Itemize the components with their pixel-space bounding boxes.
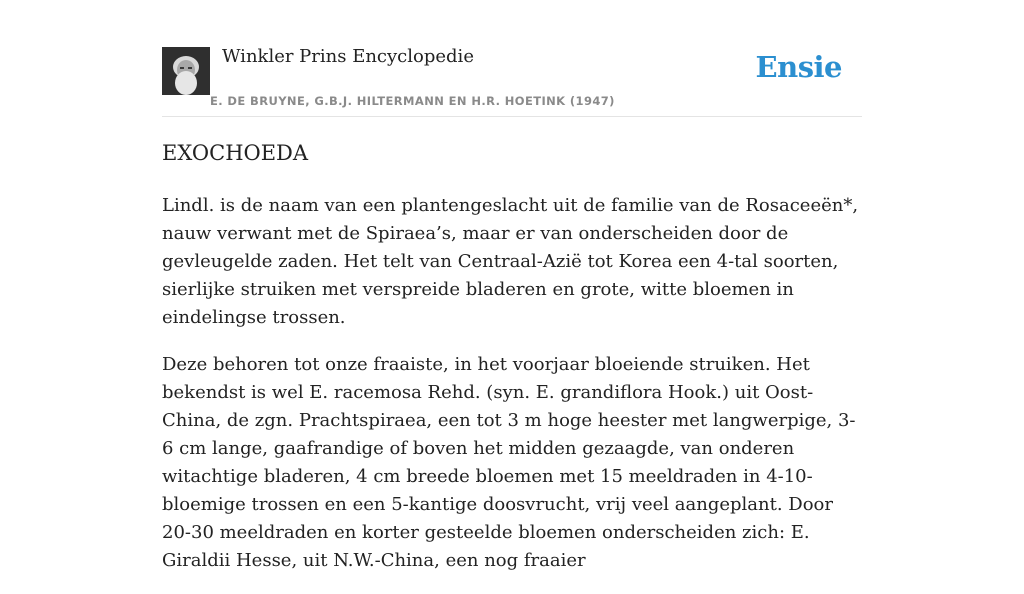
- article-title: EXOCHOEDA: [162, 141, 309, 165]
- article-body: [162, 192, 862, 594]
- article-paragraph: Lindl. is de naam van een plantengeslacht uit de familie van de Rosaceeën*, nauw verwant met de Spiraea’s, maar er van onderscheiden door de gevleugelde zaden. Het telt van Centraal-Azië tot Korea een 4-tal soorten, sierlijke struiken met verspreide bladeren en grote, witte bloemen in eindelingse trossen.: [162, 195, 859, 328]
- author-portrait-icon[interactable]: [162, 47, 210, 95]
- publication-authors: E. DE BRUYNE, G.B.J. HILTERMANN EN H.R. HOETINK (1947): [210, 94, 615, 108]
- publication-header: [162, 0, 862, 117]
- article-paragraph: Deze behoren tot onze fraaiste, in het voorjaar bloeiende struiken. Het bekendst is wel E. racemosa Rehd. (syn. E. grandiflora Hook.) uit Oost-China, de zgn. Prachtspiraea, een tot 3 m hoge heester met langwerpige, 3-6 cm lange, gaafrandige of boven het midden gezaagde, van onderen witachtige bladeren, 4 cm breede bloemen met 15 meeldraden in 4-10-bloemige trossen en een 5-kantige doosvrucht, vrij veel aangeplant. Door 20-30 meeldraden en korter gesteelde bloemen onderscheiden zich: E. Giraldii Hesse, uit N.W.-China, een nog fraaier: [162, 354, 856, 571]
- article-page: [162, 0, 862, 571]
- brand-logo[interactable]: Ensie: [755, 50, 842, 84]
- publication-title[interactable]: Winkler Prins Encyclopedie: [222, 46, 474, 67]
